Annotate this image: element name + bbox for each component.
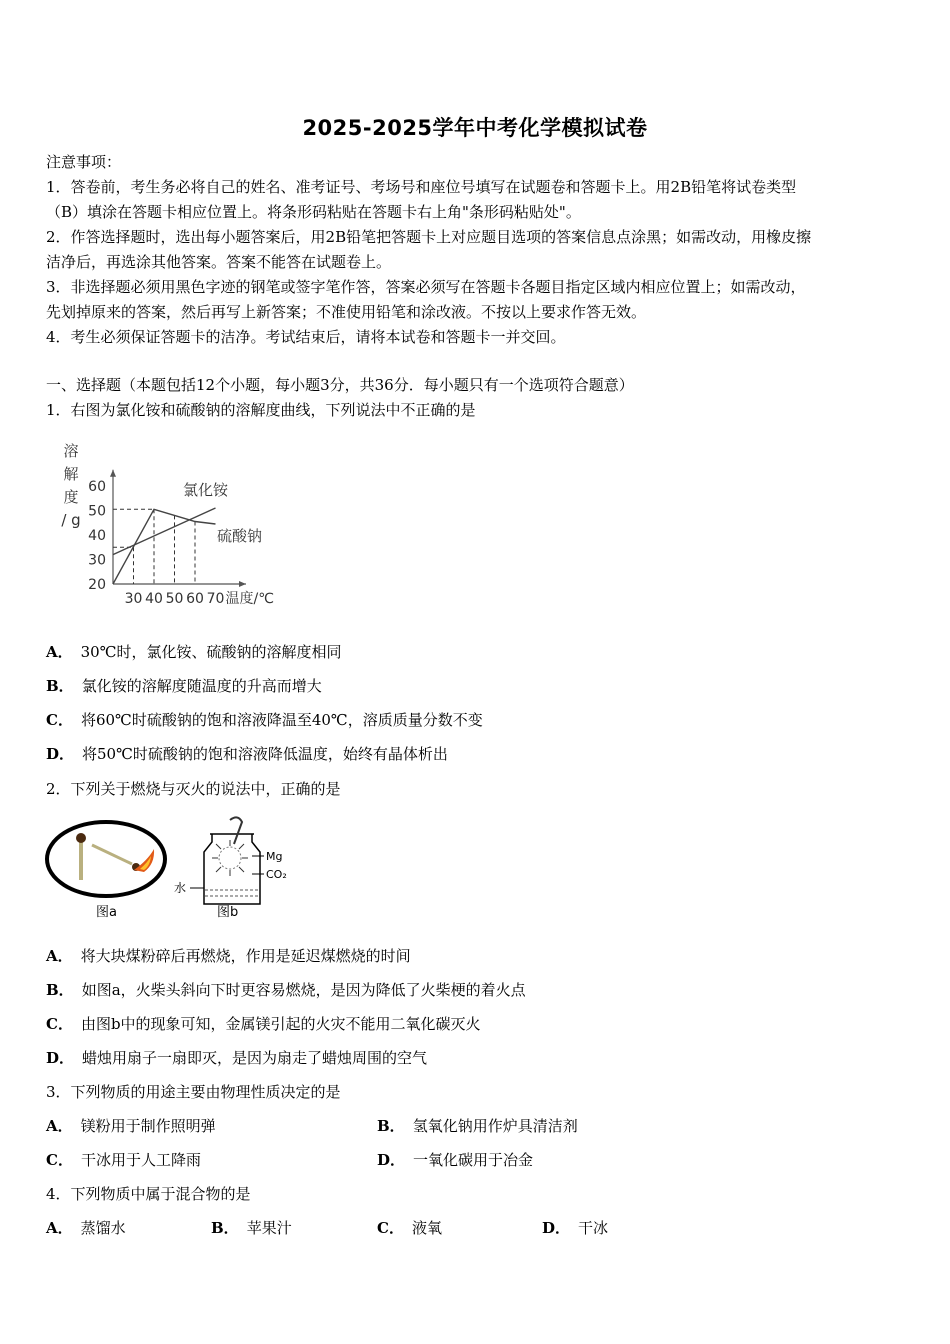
option-text: 30℃时，氯化铵、硫酸钠的溶解度相同: [80, 643, 342, 661]
y-tick-label: 40: [88, 528, 106, 544]
question-4-stem: 4．下列物质中属于混合物的是: [46, 1185, 251, 1203]
q4-option-d[interactable]: [542, 1217, 608, 1239]
q3-option-a[interactable]: [46, 1115, 216, 1137]
x-axis-label: 温度/℃: [225, 591, 274, 607]
notice-line: 2．作答选择题时，选出每小题答案后，用2B铅笔把答题卡上对应题目选项的答案信息点涂黑；如需改动，用橡皮擦: [46, 228, 812, 246]
q2-option-d[interactable]: [46, 1047, 427, 1069]
co2-label: CO₂: [266, 868, 287, 881]
q4-option-c[interactable]: [377, 1217, 442, 1239]
q2-option-c[interactable]: [46, 1013, 481, 1035]
series-line-sodium-sulfate: [113, 509, 216, 584]
x-tick-label: 30: [124, 591, 143, 607]
y-axis-arrow: [110, 470, 116, 477]
option-text: 干冰: [578, 1219, 609, 1237]
x-axis-arrow: [239, 581, 246, 587]
y-tick-label: 50: [88, 503, 106, 520]
question-3-stem: 3．下列物质的用途主要由物理性质决定的是: [46, 1083, 341, 1101]
notice-line: 1．答卷前，考生务必将自己的姓名、准考证号、考场号和座位号填写在试题卷和答题卡上。用2B铅笔将试卷类型: [46, 178, 797, 196]
option-text: 干冰用于人工降雨: [80, 1151, 201, 1169]
option-key: C．: [46, 1151, 73, 1169]
notice-line: 3．非选择题必须用黑色字迹的钢笔或签字笔作答，答案必须写在答题卡各题目指定区域内相应位置上；如需改动，: [46, 278, 806, 296]
option-key: D．: [542, 1219, 571, 1237]
series-label: 硫酸钠: [217, 527, 263, 545]
notice-line: 洁净后，再选涂其他答案。答案不能答在试题卷上。: [46, 253, 392, 271]
option-key: C．: [377, 1219, 404, 1237]
option-key: B．: [46, 981, 74, 999]
notice-line: 4．考生必须保证答题卡的洁净。考试结束后，请将本试卷和答题卡一并交回。: [46, 328, 566, 346]
series-label: 氯化铵: [183, 481, 229, 499]
q1-option-a[interactable]: [46, 641, 342, 663]
figure-b: [174, 817, 287, 920]
option-text: 将60℃时硫酸钠的饱和溶液降温至40℃，溶质质量分数不变: [80, 711, 483, 729]
option-key: C．: [46, 711, 73, 729]
page-title: 2025-2025学年中考化学模拟试卷: [302, 116, 648, 140]
x-tick-label: 50: [165, 591, 184, 607]
combustion-figures: [44, 812, 304, 924]
option-text: 由图b中的现象可知，金属镁引起的火灾不能用二氧化碳灭火: [80, 1015, 481, 1033]
option-text: 将大块煤粉碎后再燃烧，作用是延迟煤燃烧的时间: [80, 947, 411, 965]
notice-line: （B）填涂在答题卡相应位置上。将条形码粘贴在答题卡右上角"条形码粘贴处"。: [46, 203, 581, 221]
option-key: D．: [46, 745, 75, 763]
option-key: D．: [377, 1151, 406, 1169]
option-key: D．: [46, 1049, 75, 1067]
option-text: 蒸馏水: [80, 1219, 126, 1237]
figure-a-label: 图a: [96, 905, 117, 920]
option-key: A．: [46, 947, 73, 965]
option-key: B．: [377, 1117, 405, 1135]
q3-option-b[interactable]: [377, 1115, 578, 1137]
option-key: A．: [46, 643, 73, 661]
option-key: B．: [46, 677, 74, 695]
series-line-ammonium-chloride: [113, 508, 216, 555]
option-text: 液氧: [411, 1219, 442, 1237]
option-key: B．: [211, 1219, 239, 1237]
y-tick-label: 30: [88, 552, 106, 569]
solubility-chart: [55, 438, 305, 613]
option-text: 氯化铵的溶解度随温度的升高而增大: [81, 677, 322, 695]
question-1-stem: 1．右图为氯化铵和硫酸钠的溶解度曲线，下列说法中不正确的是: [46, 401, 476, 419]
option-text: 如图a，火柴头斜向下时更容易燃烧，是因为降低了火柴梗的着火点: [81, 981, 526, 999]
option-text: 镁粉用于制作照明弹: [80, 1117, 216, 1135]
section-heading: 一、选择题（本题包括12个小题，每小题3分，共36分．每小题只有一个选项符合题意）: [46, 376, 634, 394]
option-text: 一氧化碳用于冶金: [413, 1151, 534, 1169]
notice-heading: 注意事项：: [46, 153, 122, 171]
water-label: 水: [174, 881, 187, 895]
option-key: A．: [46, 1117, 73, 1135]
option-text: 蜡烛用扇子一扇即灭，是因为扇走了蜡烛周围的空气: [82, 1049, 428, 1067]
q1-option-c[interactable]: [46, 709, 483, 731]
y-tick-label: 20: [88, 577, 106, 593]
figure-b-label: 图b: [217, 905, 239, 920]
q3-option-d[interactable]: [377, 1149, 533, 1171]
q1-option-d[interactable]: [46, 743, 448, 765]
option-text: 氢氧化钠用作炉具清洁剂: [412, 1117, 578, 1135]
option-key: A．: [46, 1219, 73, 1237]
x-tick-label: 70: [206, 591, 225, 607]
question-2-stem: 2．下列关于燃烧与灭火的说法中，正确的是: [46, 780, 341, 798]
x-tick-label: 40: [145, 591, 163, 607]
y-tick-label: 60: [88, 479, 106, 495]
q4-option-a[interactable]: [46, 1217, 126, 1239]
figure-a: [47, 822, 165, 920]
y-axis-label: 解: [63, 465, 79, 483]
q2-option-a[interactable]: [46, 945, 411, 967]
q2-option-b[interactable]: [46, 979, 526, 1001]
option-key: C．: [46, 1015, 73, 1033]
mg-label: Mg: [266, 850, 283, 863]
y-axis-label: 度: [63, 488, 79, 506]
y-axis-label: / g: [61, 511, 81, 529]
option-text: 将50℃时硫酸钠的饱和溶液降低温度，始终有晶体析出: [82, 745, 448, 763]
q3-option-c[interactable]: [46, 1149, 201, 1171]
q1-option-b[interactable]: [46, 675, 322, 697]
y-axis-label: 溶: [63, 442, 79, 460]
x-tick-label: 60: [186, 591, 204, 607]
notice-line: 先划掉原来的答案，然后再写上新答案；不准使用铅笔和涂改液。不按以上要求作答无效。: [46, 303, 647, 321]
q4-option-b[interactable]: [211, 1217, 292, 1239]
option-text: 苹果汁: [246, 1219, 292, 1237]
